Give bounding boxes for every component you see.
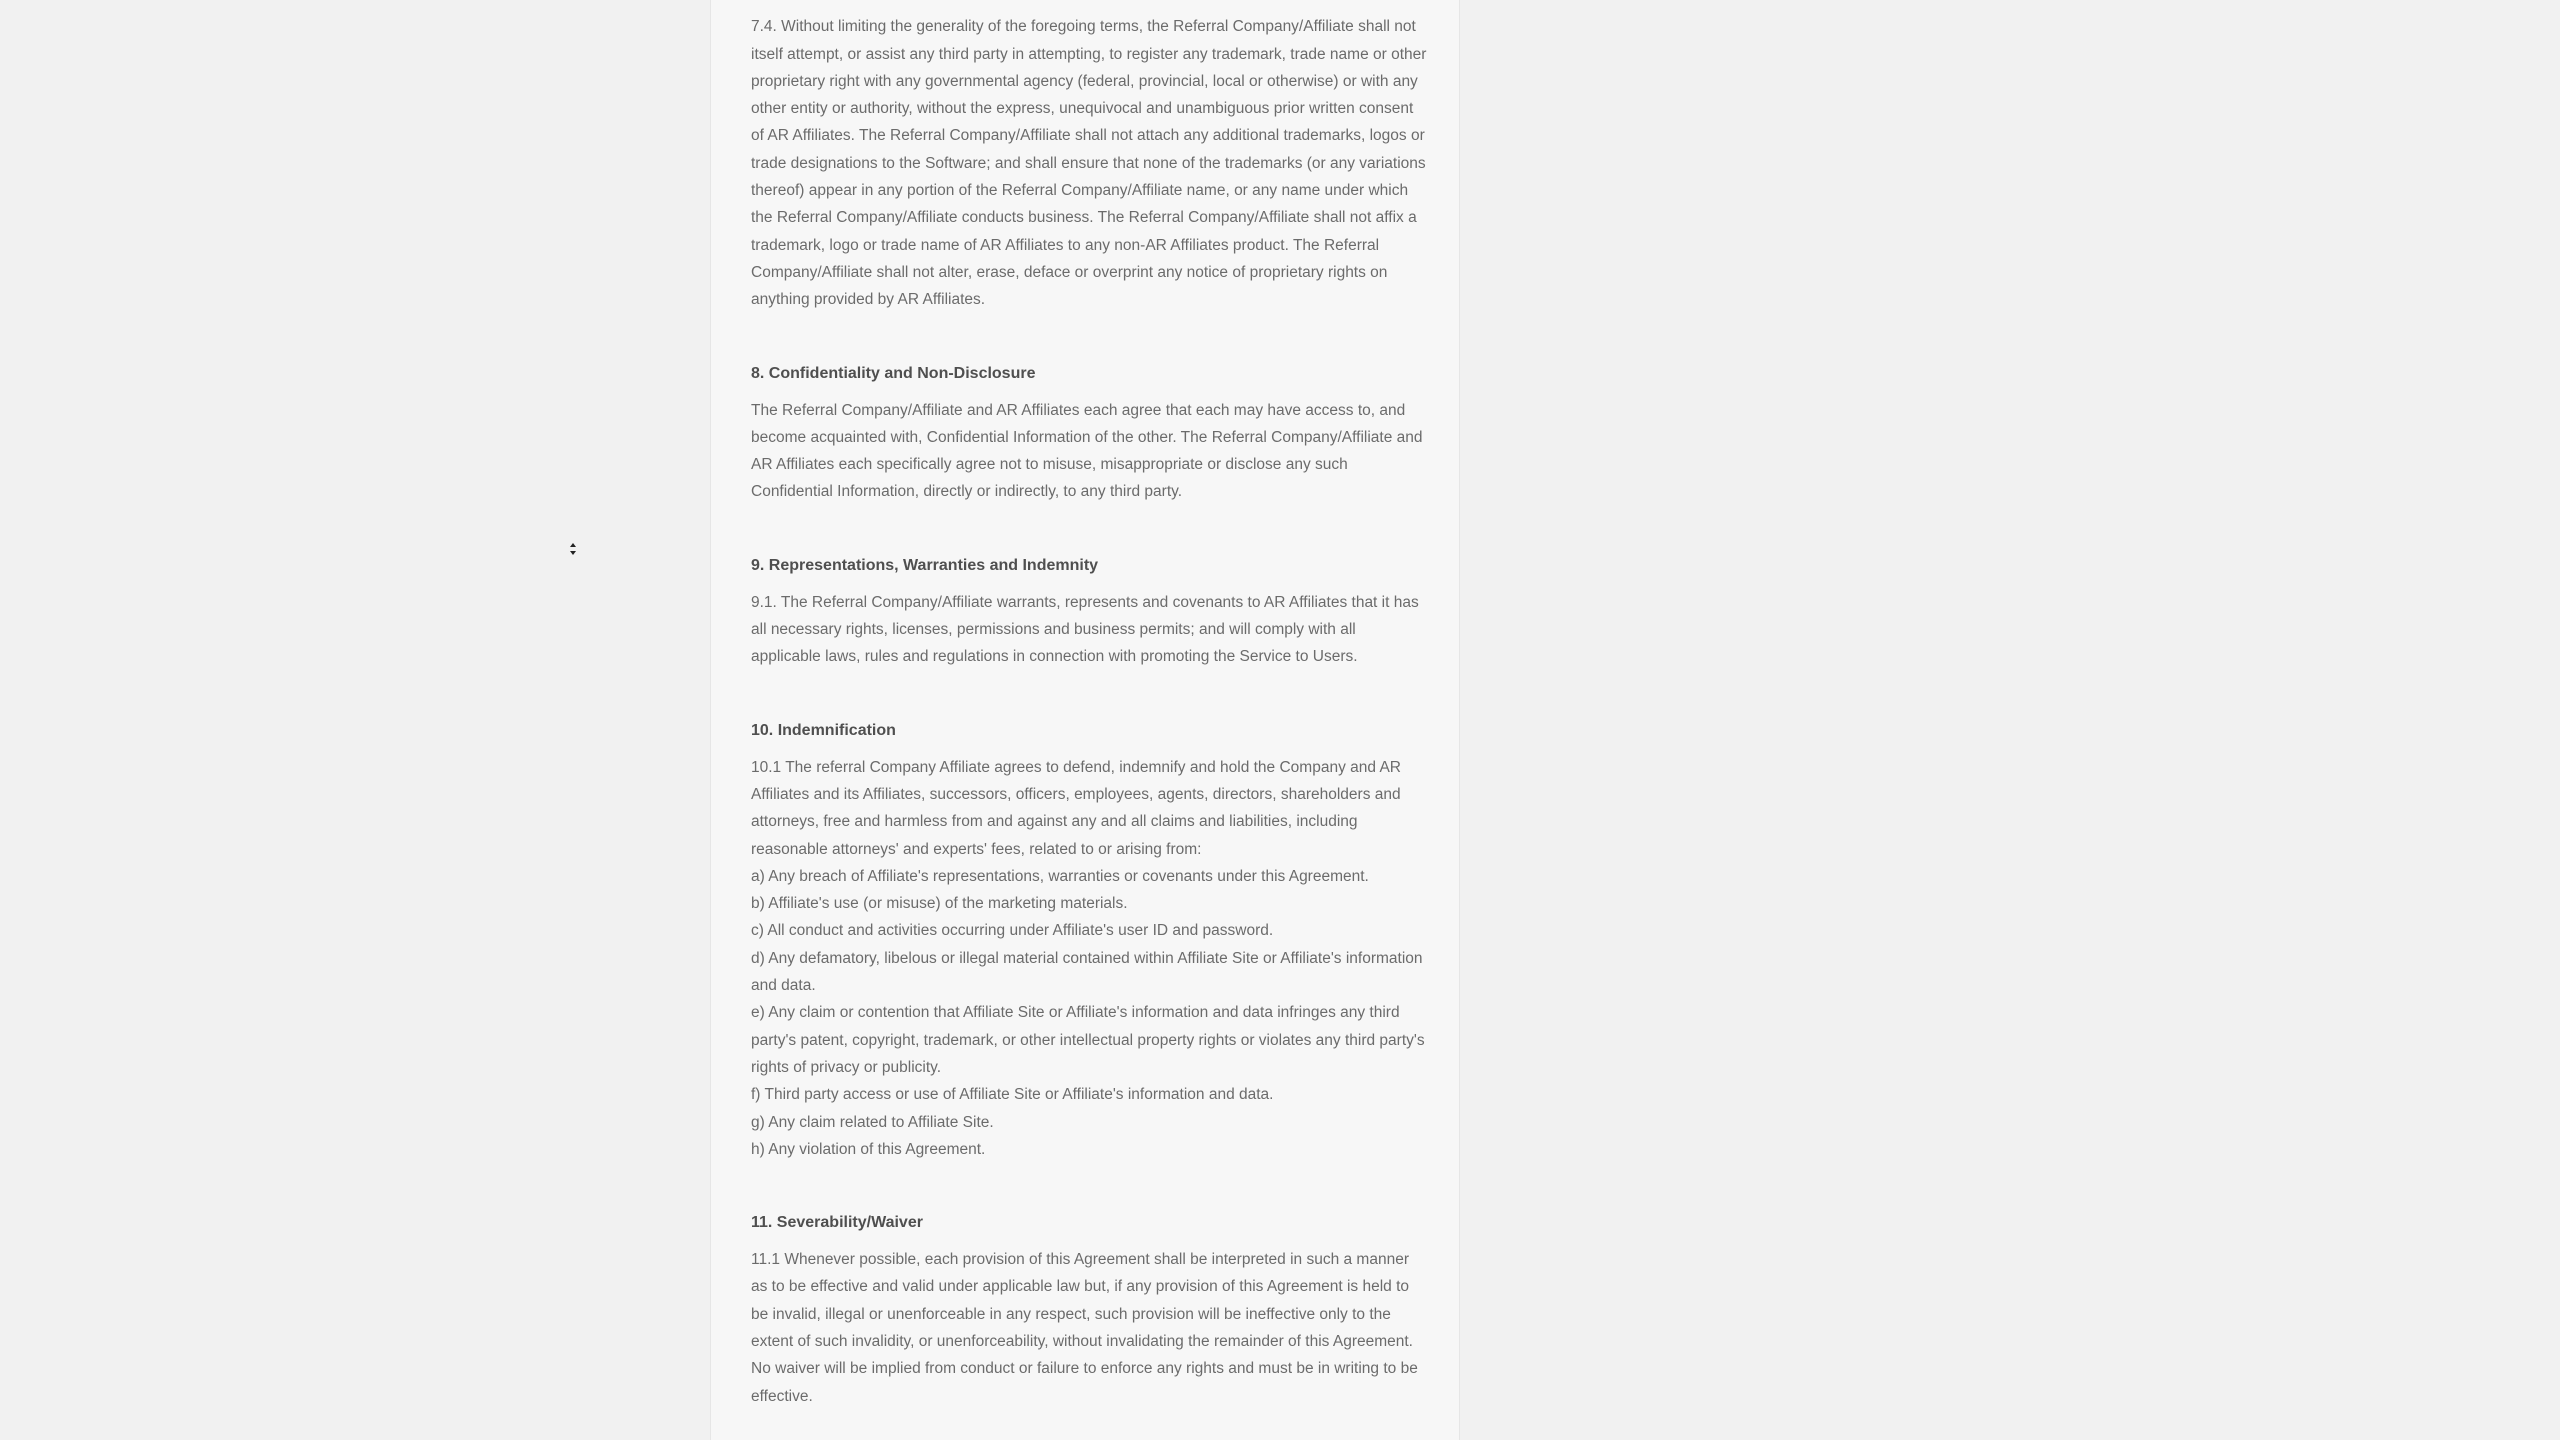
list-item: d) Any defamatory, libelous or illegal material contained within Affiliate Site or Affiliate's information and data. — [751, 949, 1423, 995]
paragraph-9-1: 9.1. The Referral Company/Affiliate warrants, represents and covenants to AR Affiliates that it has all necessary rights, licenses, permissions and business permits; and will comply with all applicable laws, rules and regulations in connection with promoting the Service to Users. — [751, 593, 1419, 666]
paragraph-10-1-intro: 10.1 The referral Company Affiliate agrees to defend, indemnify and hold the Company and AR Affiliates and its Affiliates, successors, officers, employees, agents, directors, shareholders and attorneys, free and harmless from and against any and all claims and liabilities, including reasonable attorneys' and experts' fees, related to or arising from: — [751, 758, 1401, 858]
section-heading-9: 9. Representations, Warranties and Indemnity — [751, 556, 1099, 574]
section-8 — [751, 360, 1427, 506]
paragraph-10-1 — [751, 754, 1427, 1163]
paragraph-7-3-tail — [751, 0, 1427, 3]
paragraph-11-1: 11.1 Whenever possible, each provision of this Agreement shall be interpreted in such a manner as to be effective and valid under applicable law but, if any provision of this Agreement is held to be invalid, illegal or unenforceable in any respect, such provision will be ineffective only to the extent of such invalidity, or unenforceability, without invalidating the remainder of this Agreement. No waiver will be implied from conduct or failure to enforce any rights and must be in writing to be effective. — [751, 1251, 1418, 1405]
section-heading-10: 10. Indemnification — [751, 721, 896, 739]
list-item: g) Any claim related to Affiliate Site. — [751, 1113, 994, 1131]
resize-vertical-icon — [567, 541, 579, 557]
list-item: e) Any claim or contention that Affiliate Site or Affiliate's information and data infringes any third party's patent, copyright, trademark, or other intellectual property rights or violates any third party's rights of privacy or publicity. — [751, 1004, 1425, 1076]
section-10 — [751, 717, 1427, 1163]
paragraph-8: The Referral Company/Affiliate and AR Affiliates each agree that each may have access to, and become acquainted with, Confidential Information of the other. The Referral Company/Affiliate and AR Affiliates each specifically agree not to misuse, misappropriate or disclose any such Confidential Information, directly or indirectly, to any third party. — [751, 401, 1423, 501]
section-heading-11: 11. Severability/Waiver — [751, 1214, 923, 1232]
document-panel[interactable] — [710, 0, 1460, 1440]
list-item: c) All conduct and activities occurring under Affiliate's user ID and password. — [751, 922, 1274, 940]
paragraph-7-4: 7.4. Without limiting the generality of the foregoing terms, the Referral Company/Affiliate shall not itself attempt, or assist any third party in attempting, to register any trademark, trade name or other proprietary right with any governmental agency (federal, provincial, local or otherwise) or with any other entity or authority, without the express, unequivocal and unambiguous prior written consent of AR Affiliates. The Referral Company/Affiliate shall not attach any additional trademarks, logos or trade designations to the Software; and shall ensure that none of the trademarks (or any variations thereof) appear in any portion of the Referral Company/Affiliate name, or any name under which the Referral Company/Affiliate conducts business. The Referral Company/Affiliate shall not affix a trademark, logo or trade name of AR Affiliates to any non-AR Affiliates product. The Referral Company/Affiliate shall not alter, erase, deface or overprint any notice of proprietary rights on anything provided by AR Affiliates. — [751, 18, 1427, 309]
list-item: b) Affiliate's use (or misuse) of the marketing materials. — [751, 895, 1128, 913]
document-body — [751, 0, 1427, 1420]
list-item: h) Any violation of this Agreement. — [751, 1140, 986, 1158]
section-7 — [751, 0, 1427, 314]
section-heading-8: 8. Confidentiality and Non-Disclosure — [751, 364, 1036, 382]
section-9 — [751, 552, 1427, 671]
section-11 — [751, 1209, 1427, 1410]
list-item: f) Third party access or use of Affiliate Site or Affiliate's information and data. — [751, 1086, 1274, 1104]
list-item: a) Any breach of Affiliate's representations, warranties or covenants under this Agreement. — [751, 867, 1369, 885]
